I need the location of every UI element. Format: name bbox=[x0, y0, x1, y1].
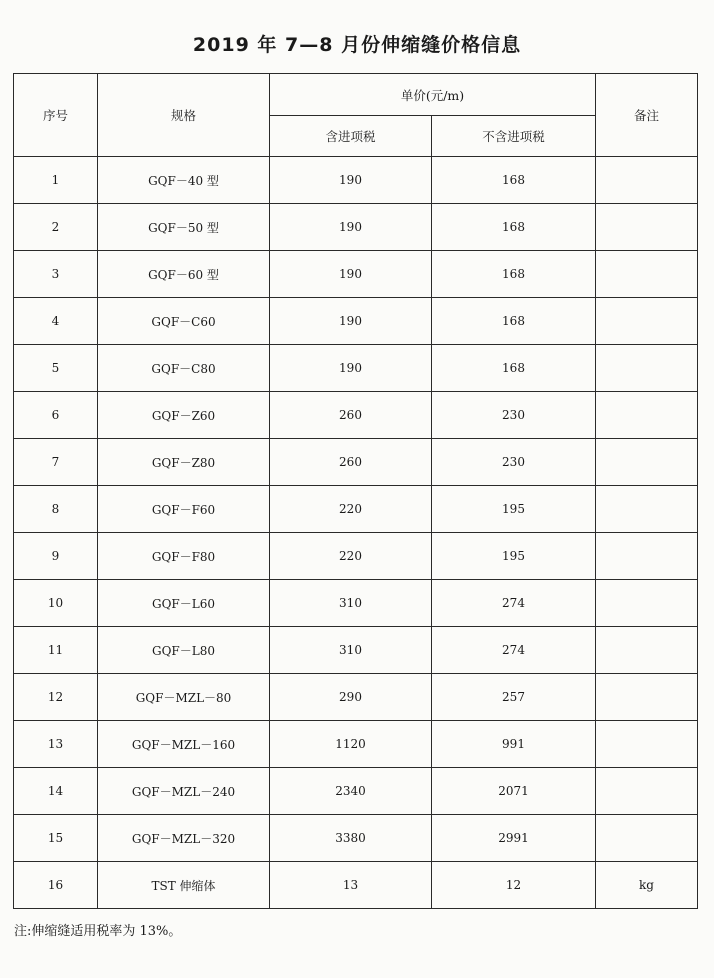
cell-excl-tax: 168 bbox=[432, 345, 596, 392]
cell-remark bbox=[596, 345, 698, 392]
cell-spec: GQF－C80 bbox=[98, 345, 270, 392]
cell-seq: 7 bbox=[14, 439, 98, 486]
cell-remark: kg bbox=[596, 862, 698, 909]
table-row bbox=[14, 439, 698, 486]
cell-remark bbox=[596, 768, 698, 815]
table-row bbox=[14, 674, 698, 721]
header-row bbox=[14, 74, 698, 116]
cell-remark bbox=[596, 298, 698, 345]
cell-spec: GQF－Z80 bbox=[98, 439, 270, 486]
cell-excl-tax: 274 bbox=[432, 627, 596, 674]
cell-excl-tax: 991 bbox=[432, 721, 596, 768]
cell-excl-tax: 12 bbox=[432, 862, 596, 909]
cell-spec: TST 伸缩体 bbox=[98, 862, 270, 909]
cell-incl-tax: 13 bbox=[270, 862, 432, 909]
cell-seq: 12 bbox=[14, 674, 98, 721]
table-row bbox=[14, 345, 698, 392]
cell-excl-tax: 168 bbox=[432, 157, 596, 204]
cell-excl-tax: 274 bbox=[432, 580, 596, 627]
cell-excl-tax: 230 bbox=[432, 392, 596, 439]
cell-incl-tax: 260 bbox=[270, 392, 432, 439]
cell-incl-tax: 3380 bbox=[270, 815, 432, 862]
table-row bbox=[14, 204, 698, 251]
cell-excl-tax: 2071 bbox=[432, 768, 596, 815]
cell-spec: GQF－L60 bbox=[98, 580, 270, 627]
cell-seq: 3 bbox=[14, 251, 98, 298]
table-row bbox=[14, 768, 698, 815]
cell-incl-tax: 310 bbox=[270, 580, 432, 627]
cell-incl-tax: 220 bbox=[270, 486, 432, 533]
cell-incl-tax: 260 bbox=[270, 439, 432, 486]
table-row bbox=[14, 580, 698, 627]
cell-spec: GQF－Z60 bbox=[98, 392, 270, 439]
cell-seq: 5 bbox=[14, 345, 98, 392]
table-row bbox=[14, 392, 698, 439]
cell-incl-tax: 190 bbox=[270, 251, 432, 298]
cell-seq: 8 bbox=[14, 486, 98, 533]
header-spec: 规格 bbox=[98, 74, 270, 157]
cell-spec: GQF－C60 bbox=[98, 298, 270, 345]
table-row bbox=[14, 486, 698, 533]
cell-incl-tax: 290 bbox=[270, 674, 432, 721]
cell-excl-tax: 168 bbox=[432, 204, 596, 251]
cell-excl-tax: 2991 bbox=[432, 815, 596, 862]
table-row bbox=[14, 815, 698, 862]
cell-seq: 11 bbox=[14, 627, 98, 674]
cell-spec: GQF－MZL－160 bbox=[98, 721, 270, 768]
page-title: 2019 年 7—8 月份伸缩缝价格信息 bbox=[192, 34, 522, 56]
table-row bbox=[14, 627, 698, 674]
cell-remark bbox=[596, 157, 698, 204]
price-table bbox=[13, 73, 698, 909]
header-seq: 序号 bbox=[14, 74, 98, 157]
cell-spec: GQF－MZL－240 bbox=[98, 768, 270, 815]
cell-incl-tax: 220 bbox=[270, 533, 432, 580]
cell-excl-tax: 168 bbox=[432, 298, 596, 345]
cell-remark bbox=[596, 580, 698, 627]
table-row bbox=[14, 298, 698, 345]
header-unit-price: 单价(元/m) bbox=[270, 74, 596, 116]
cell-spec: GQF－MZL－80 bbox=[98, 674, 270, 721]
header-incl-tax: 含进项税 bbox=[270, 116, 432, 157]
table-row bbox=[14, 533, 698, 580]
cell-incl-tax: 2340 bbox=[270, 768, 432, 815]
table-body bbox=[14, 157, 698, 909]
cell-seq: 2 bbox=[14, 204, 98, 251]
cell-spec: GQF－F80 bbox=[98, 533, 270, 580]
cell-remark bbox=[596, 815, 698, 862]
cell-spec: GQF－50 型 bbox=[98, 204, 270, 251]
cell-incl-tax: 190 bbox=[270, 298, 432, 345]
cell-remark bbox=[596, 486, 698, 533]
cell-excl-tax: 257 bbox=[432, 674, 596, 721]
cell-remark bbox=[596, 533, 698, 580]
table-row bbox=[14, 862, 698, 909]
cell-incl-tax: 190 bbox=[270, 204, 432, 251]
table-row bbox=[14, 251, 698, 298]
cell-seq: 14 bbox=[14, 768, 98, 815]
cell-incl-tax: 190 bbox=[270, 345, 432, 392]
cell-spec: GQF－40 型 bbox=[98, 157, 270, 204]
cell-incl-tax: 190 bbox=[270, 157, 432, 204]
cell-remark bbox=[596, 721, 698, 768]
cell-seq: 16 bbox=[14, 862, 98, 909]
cell-seq: 1 bbox=[14, 157, 98, 204]
header-excl-tax: 不含进项税 bbox=[432, 116, 596, 157]
cell-seq: 6 bbox=[14, 392, 98, 439]
cell-remark bbox=[596, 674, 698, 721]
cell-seq: 10 bbox=[14, 580, 98, 627]
header-remark: 备注 bbox=[596, 74, 698, 157]
cell-excl-tax: 168 bbox=[432, 251, 596, 298]
table-row bbox=[14, 721, 698, 768]
cell-remark bbox=[596, 204, 698, 251]
cell-remark bbox=[596, 251, 698, 298]
table-row bbox=[14, 157, 698, 204]
cell-seq: 15 bbox=[14, 815, 98, 862]
cell-incl-tax: 1120 bbox=[270, 721, 432, 768]
cell-incl-tax: 310 bbox=[270, 627, 432, 674]
cell-seq: 13 bbox=[14, 721, 98, 768]
footnote: 注:伸缩缝适用税率为 13%。 bbox=[14, 924, 182, 939]
cell-remark bbox=[596, 439, 698, 486]
cell-seq: 4 bbox=[14, 298, 98, 345]
cell-remark bbox=[596, 392, 698, 439]
cell-spec: GQF－L80 bbox=[98, 627, 270, 674]
cell-spec: GQF－F60 bbox=[98, 486, 270, 533]
cell-remark bbox=[596, 627, 698, 674]
cell-excl-tax: 230 bbox=[432, 439, 596, 486]
cell-spec: GQF－MZL－320 bbox=[98, 815, 270, 862]
cell-excl-tax: 195 bbox=[432, 486, 596, 533]
cell-seq: 9 bbox=[14, 533, 98, 580]
cell-excl-tax: 195 bbox=[432, 533, 596, 580]
cell-spec: GQF－60 型 bbox=[98, 251, 270, 298]
